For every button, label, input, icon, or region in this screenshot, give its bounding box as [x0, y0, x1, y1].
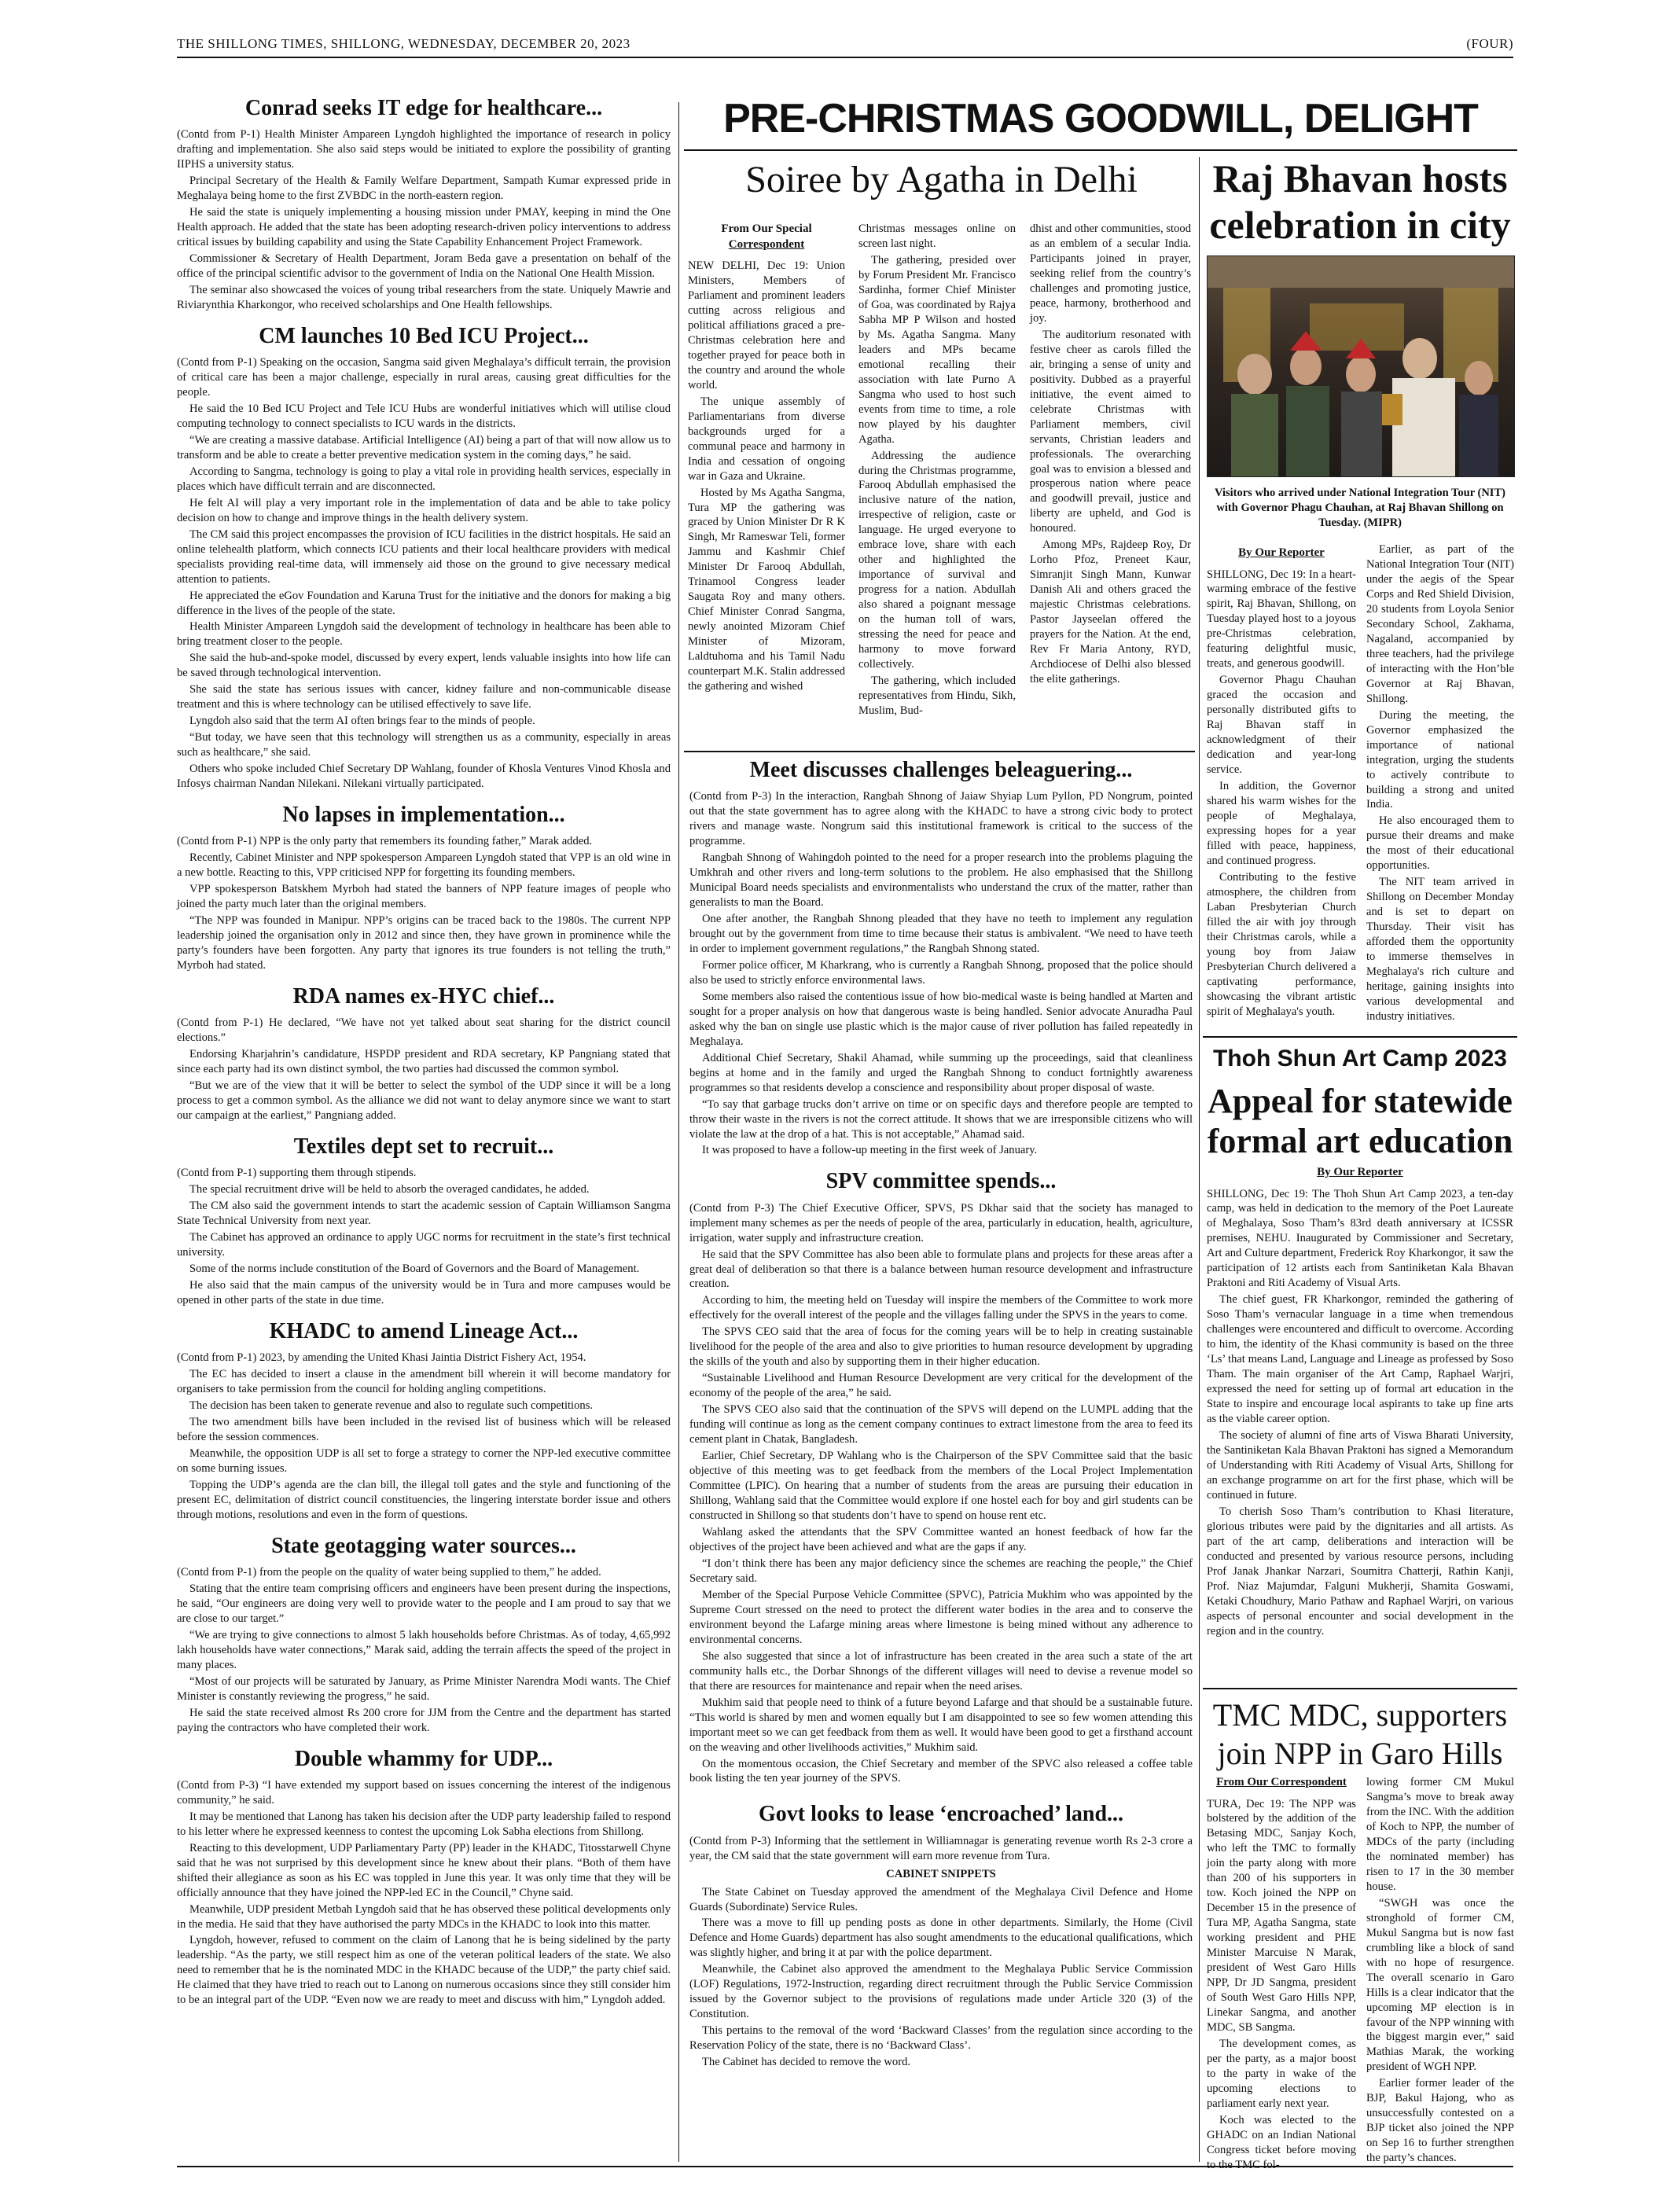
paragraph: One after another, the Rangbah Shnong pleaded that they have no teeth to implement any regulation brought out by the government from time to time because their status is ambivalent. “We need to have teeth in order to implement government regulations,” the Rangbah Shnong stated.: [689, 912, 1193, 955]
rajbhavan-headline-line-2: celebration in city: [1209, 203, 1511, 247]
paragraph: The State Cabinet on Tuesday approved the amendment of the Meghalaya Civil Defence and Home Guards (Subordinate) Service Rules.: [689, 1885, 1193, 1913]
paragraph: Others who spoke included Chief Secretary DP Wahlang, founder of Khosla Ventures Vinod Khosla and Infosys chairman Nandan Nilekani. Nilekani virtually participated.: [177, 763, 671, 791]
paragraph: Contributing to the festive atmosphere, the children from Laban Presbyterian Church filled the air with joy through their Christmas carols, while a young boy from Jaiaw Presbyterian Church delivered a captivating performance, showcasing the vibrant artistic spirit of Meghalaya's youth.: [1207, 870, 1356, 1018]
paragraph: He said the state received almost Rs 200 crore for JJM from the Centre and the department has started paying the contractors who have completed their work.: [177, 1706, 671, 1734]
rajbhavan-bottom-rule: [1203, 1036, 1517, 1038]
paragraph: “We are trying to give connections to almost 5 lakh households before Christmas. As of today, 4,65,992 lakh households have water connections,” Marak said, adding the terrain affects the speed of the project in many places.: [177, 1628, 671, 1671]
headline-no-lapses: No lapses in implementation...: [282, 803, 565, 828]
paragraph: (Contd from P-1) from the people on the quality of water being supplied to them,” he added.: [177, 1565, 601, 1579]
masthead-dateline: THE SHILLONG TIMES, SHILLONG, WEDNESDAY, DECEMBER 20, 2023: [177, 36, 630, 51]
paragraph: SHILLONG, Dec 19: The Thoh Shun Art Camp 2023, a ten-day camp, was held in dedication to the memory of the Poet Laureate of Meghalaya, Soso Tham’s 83rd death anniversary at ICSSR premises, NEHU. Inaugurated by Commissioner and Secretary, Art and Culture department, Frederick Roy Kharkongor, it saw the participation of 12 artists each from Santiniketan Kala Bhavan Praktoni and Riti Academy of Visual Arts.: [1207, 1187, 1513, 1290]
paragraph: Stating that the entire team comprising officers and engineers have been present during the inspections, he said, “Our engineers are doing very well to provide water to the people and I am proud to say that we are close to our target.”: [177, 1582, 671, 1625]
page-masthead: [177, 31, 1513, 55]
paragraph: The gathering, which included representatives from Hindu, Sikh, Muslim, Bud-: [858, 674, 1016, 717]
paragraph: He also encouraged them to pursue their dreams and make the most of their educational opportunities.: [1366, 814, 1514, 873]
paragraph: The SPVS CEO said that the area of focus for the coming years will be to help in creating sustainable livelihood for the people of the area and also to give priorities to human resource development by upgrading the skills of the youth and also by supporting them in their higher education.: [689, 1325, 1193, 1369]
paragraph: Earlier, Chief Secretary, DP Wahlang who is the Chairperson of the SPV Committee said that the basic objective of this meeting was to get feedback from the members of the Local Project Implementation Committee (LPIC). On hearing that a number of students from the areas are pursuing their education in Shillong, Wahlang said that the Committee would explore if one hostel each for boy and girl students can be constructed in Shillong so that students don’t have to spend on house rent etc.: [689, 1450, 1193, 1522]
paragraph: He appreciated the eGov Foundation and Karuna Trust for the initiative and the donors for making a big difference in the lives of the people of the state.: [177, 589, 671, 617]
paragraph: Hosted by Ms Agatha Sangma, Tura MP the gathering was graced by Union Minister Dr R K Singh, Mr Rameswar Teli, former Jammu and Kashmir Chief Minister Dr Farooq Abdullah, Trinamool Congress leader Saugata Roy and many others. Chief Minister Conrad Sangma, newly anointed Mizoram Chief Minister of Mizoram, Laldtuhoma and his Tamil Nadu counterpart M.K. Stalin addressed the gathering and wished: [688, 486, 845, 693]
paragraph: He said that the SPV Committee has also been able to formulate plans and projects for these areas after a great deal of deliberation so that there is a balance between human resource development and infrastructure creation.: [689, 1248, 1193, 1291]
paragraph: Christmas messages online on screen last night.: [858, 222, 1016, 250]
paragraph: To cherish Soso Tham’s contribution to Khasi literature, glorious tributes were paid by the dignitaries and all artists. As part of the art camp, deliberations and interaction will be conducted and presented by various resource persons, including Prof Janak Jhankar Narzari, Soumitra Chatterji, Rathin Kanji, Prof. Niaz Majumdar, Falguni Mukherji, Shamita Goswami, Ketaki Choudhury, Mario Pathaw and Raphael Warjri, on various aspects of personal encounter and social development in the region and in the country.: [1207, 1505, 1513, 1637]
headline-udp: Double whammy for UDP...: [294, 1746, 553, 1771]
paragraph: The unique assembly of Parliamentarians from diverse backgrounds urged for a communal peace and harmony in India and cessation of ongoing war in Gaza and Ukraine.: [688, 395, 845, 483]
tmc-byline: From Our Correspondent: [1216, 1776, 1347, 1788]
paragraph: (Contd from P-1) NPP is the only party that remembers its founding father,” Marak added.: [177, 835, 593, 848]
paragraph: The development comes, as per the party, as a major boost to the party in wake of the upcoming elections to parliament early next year.: [1207, 2038, 1356, 2110]
thoh-kicker: Thoh Shun Art Camp 2023: [1213, 1046, 1507, 1071]
paragraph: Some members also raised the contentious issue of how bio-medical waste is being handled at Marten and sought for a proper analysis on how that dangerous waste is being handled. Senior advocate Anuradha Paul asked why the ban on single use plastic which is the major cause of river pollution has failed repeatedly in Meghalaya.: [689, 990, 1193, 1048]
rajbhavan-photo-image: [1208, 256, 1514, 476]
paragraph: NEW DELHI, Dec 19: Union Ministers, Members of Parliament and prominent leaders cutting across religious and political affiliations graced a pre-Christmas celebration here and together prayed for peace both in the country and around the whole world.: [688, 259, 845, 391]
paragraph: Lyngdoh also said that the term AI often brings fear to the minds of people.: [189, 715, 535, 728]
paragraph: Reacting to this development, UDP Parliamentary Party (PP) leader in the KHADC, Titosstarwell Chyne said that he was not surprised by this development since he knew about their plans. “Both of them have shifted their allegiance as soon as his EC was toppled in June this year. It was only time that they will be officially announce that they have joined the NPP-led EC in the Council,” Chyne said.: [177, 1841, 671, 1899]
column-rule-right: [1199, 157, 1200, 2162]
thoh-bottom-rule: [1203, 1688, 1517, 1689]
paragraph: Member of the Special Purpose Vehicle Committee (SPVC), Patricia Mukhim who was appointed by the Supreme Court stressed on the need to protect the different water bodies in the area and to conserve the environment beyond the Lafarge mining areas where limestone is being mined without any adherence to environmental concerns.: [689, 1588, 1193, 1646]
paragraph: (Contd from P-3) The Chief Executive Officer, SPVS, PS Dkhar said that the society has managed to implement many schemes as per the needs of people of the area, particularly in education, health, agriculture, irrigation, water supply and infrastructure creation.: [689, 1201, 1193, 1244]
thoh-headline-line-1: Appeal for statewide: [1208, 1082, 1513, 1120]
paragraph: Meanwhile, UDP president Metbah Lyngdoh said that he has observed these political developments only in the media. He said that they have authorised the party MDCs in the KHADC to look into this matter.: [177, 1902, 671, 1931]
paragraph: (Contd from P-1) 2023, by amending the United Khasi Jaintia District Fishery Act, 1954.: [177, 1351, 586, 1365]
soiree-headline: Soiree by Agatha in Delhi: [745, 159, 1138, 200]
paragraph: Mukhim said that people need to think of a future beyond Lafarge and that should be a sustainable future. “This world is shared by men and women equally but I am disappointed to see so few women attending this important meet so we can get feedback from them as well. It would have been good to get a firsthand account on the weaving and other livelihoods activities,” Mukhim said.: [689, 1696, 1193, 1754]
cabinet-snippets-subhead: CABINET SNIPPETS: [886, 1867, 996, 1880]
headline-cm-icu: CM launches 10 Bed ICU Project...: [259, 323, 589, 348]
paragraph: “I don’t think there has been any major deficiency since the schemes are reaching the people,” the Chief Secretary said.: [689, 1557, 1193, 1585]
tmc-col-2: [1366, 1775, 1514, 2164]
paragraph: dhist and other communities, stood as an emblem of a secular India. Participants joined in prayer, seeking relief from the country’s challenges and promoting justice, peace, harmony, brotherhood and joy.: [1030, 222, 1191, 325]
paragraph: Former police officer, M Kharkrang, who is currently a Rangbah Shnong, proposed that the police should also be used to strictly enforce environmental laws.: [689, 958, 1193, 987]
paragraph: He also said that the main campus of the university would be in Tura and more campuses would be opened in other parts of the state in due time.: [177, 1278, 671, 1307]
paragraph: The EC has decided to insert a clause in the amendment bill wherein it will become mandatory for organisers to take permission from the council for holding angling competitions.: [177, 1368, 671, 1396]
paragraph: The seminar also showcased the voices of young tribal researchers from the state. Uniquely Mawrie and Riviarynthia Kharkongor, who received scholarships and One Health fellowships.: [177, 283, 671, 311]
headline-spv: SPV committee spends...: [825, 1169, 1057, 1194]
paragraph: SHILLONG, Dec 19: In a heart-warming embrace of the festive spirit, Raj Bhavan, Shillong, on Tuesday played host to a joyous pre-Christmas celebration, featuring delightful music, treats, and generous goodwill.: [1207, 568, 1356, 671]
center-stories: [689, 756, 1193, 2163]
paragraph: “To say that garbage trucks don’t arrive on time or on specific days and therefore people are tempted to throw their waste in the rivers is not the correct attitude. It shows that we are irresponsible citizens who will violate the law at the drop of a hat. This is not acceptable,” Ahamad said.: [689, 1097, 1193, 1141]
paragraph: On the momentous occasion, the Chief Secretary and member of the SPVC also released a coffee table book listing the ten year journey of the SPVS.: [689, 1757, 1193, 1785]
left-column: [177, 93, 671, 2164]
top-rule: [177, 57, 1513, 58]
paragraph: “But we are of the view that it will be better to select the symbol of the UDP since it will be a long process to get a common symbol. As the alliance we did not want to delay anymore since we want to start our campaign at the earliest,” Pangniang added.: [177, 1079, 671, 1123]
paragraph: She said the hub-and-spoke model, discussed by every expert, lends valuable insights into how life can be saved through technological intervention.: [177, 652, 671, 680]
headline-govt-lease: Govt looks to lease ‘encroached’ land...: [758, 1802, 1124, 1827]
paragraph: The Cabinet has decided to remove the word.: [702, 2056, 911, 2069]
paragraph: Governor Phagu Chauhan graced the occasion and personally distributed gifts to Raj Bhavan staff in acknowledgment of their dedication and year-long service.: [1207, 674, 1356, 777]
paragraph: “SWGH was once the stronghold of former CM, Mukul Sangma but is now fast crumbling like a block of sand with no hope of resurgence. The overall scenario in Garo Hills is a clear indicator that the upcoming MP election is in favour of the NPP winning with the biggest margin ever,” said Mathias Marak, the working president of WGH NPP.: [1366, 1896, 1514, 2074]
paragraph: (Contd from P-1) Health Minister Ampareen Lyngdoh highlighted the importance of research in policy drafting and implementation. She also said steps would be initiated to explore the possibility of granting IIPHS a university status.: [177, 128, 671, 171]
soiree-byline-2: Correspondent: [728, 237, 805, 251]
paragraph: “Sustainable Livelihood and Human Resource Development are very critical for the development of the economy of the people of the area,” he said.: [689, 1372, 1193, 1400]
paragraph: Lyngdoh, however, refused to comment on the claim of Lanong that he is being sidelined by the party leadership. “As the party, we still respect him as one of the veteran political leaders of the state. We also need to remember that he is the nominated MDC in the KHADC because of the UDP,” the party chief said. He claimed that they have tried to reach out to Lanong on numerous occasions since they still consider him to be an integral part of the UDP. “Even now we are ready to meet and discuss with him,” Lyngdoh added.: [177, 1934, 671, 2007]
paragraph: (Contd from P-3) Informing that the settlement in Williamnagar is generating revenue worth Rs 2-3 crore a year, the CM said that the state government will earn more revenue from Tura.: [689, 1834, 1193, 1862]
paragraph: Earlier, as part of the National Integration Tour (NIT) under the aegis of the Spear Corps and Red Shield Division, 20 students from Loyola Senior Secondary School, Zakhama, Nagaland, accompanied by three teachers, had the privilege of interacting with the Hon’ble Governor at Raj Bhavan, Shillong.: [1366, 543, 1514, 705]
column-rule-left: [678, 102, 679, 2162]
paragraph: He said the 10 Bed ICU Project and Tele ICU Hubs are wonderful initiatives which will utilise cloud computing technology to connect specialists to ICU wards in the districts.: [177, 402, 671, 430]
rajbhavan-col-2: [1366, 542, 1514, 1053]
soiree-bottom-rule: [684, 751, 1195, 752]
paragraph: (Contd from P-3) “I have extended my support based on issues concerning the interest of the indigenous community,” he said.: [177, 1778, 671, 1807]
paragraph: VPP spokesperson Batskhem Myrboh had stated the banners of NPP feature images of people who joined the party much later than the original members.: [177, 883, 671, 911]
paragraph: Meanwhile, the Cabinet also approved the amendment to the Meghalaya Public Service Commission (LOF) Regulations, 1972-Instruction, regarding direct recruitment through the Public Service Commission issued by the Governor subject to the provisions of regulations made under Article 320 (3) of the Constitution.: [689, 1963, 1193, 2021]
paragraph: Among MPs, Rajdeep Roy, Dr Lorho Pfoz, Preneet Kaur, Simranjit Singh Mann, Kunwar Danish Ali and others graced the majestic Christmas celebrations. Pastor Jayseelan offered the prayers for the Nation. At the end, Rev Fr Maria Antony, RYD, Archdiocese of Delhi also blessed the elite gatherings.: [1030, 538, 1191, 686]
paragraph: The CM said this project encompasses the provision of ICU facilities in the district hospitals. He said an online telehealth platform, which connects ICU patients and their local healthcare providers with medical specialists providing real-time data, will immensely aid those on the ground to give necessary medical attention to patients.: [177, 527, 671, 586]
paragraph: He said the state is uniquely implementing a housing mission under PMAY, keeping in mind the One Health approach. He added that the state has been adopting research-driven policy interventions to address critical issues by building capability and using the State Capability Enhancement Project Framework.: [177, 206, 671, 248]
paragraph: Koch was elected to the GHADC on an Indian National Congress ticket before moving to the TMC fol-: [1207, 2113, 1356, 2171]
headline-meet: Meet discusses challenges beleaguering...: [749, 758, 1133, 782]
rajbhavan-headline-line-1: Raj Bhavan hosts: [1212, 156, 1508, 200]
thoh-byline: By Our Reporter: [1317, 1166, 1403, 1178]
paragraph: The society of alumni of fine arts of Viswa Bharati University, the Santiniketan Kala Bhavan Praktoni has signed a Memorandum of Understanding with Riti Academy of Visual Arts, Shillong for an exchange programme on art for the first phase, which will be continued in future.: [1207, 1429, 1513, 1501]
thoh-headline-line-2: formal art education: [1207, 1122, 1513, 1161]
paragraph: (Contd from P-1) supporting them through stipends.: [177, 1167, 417, 1180]
tmc-col-1: [1207, 1775, 1356, 2171]
paragraph: Topping the UDP’s agenda are the clan bill, the illegal toll gates and the style and functioning of the present EC, delimitation of district council constituencies, the lingering interstate border issue and others through motions, resolutions and even in the form of questions.: [177, 1478, 671, 1521]
paragraph: According to Sangma, technology is going to play a vital role in providing health services, especially in places which have difficult terrain and are disconnected.: [177, 465, 671, 493]
paragraph: The special recruitment drive will be held to absorb the overaged candidates, he added.: [189, 1183, 590, 1196]
paragraph: Health Minister Ampareen Lyngdoh said the development of technology in healthcare has been able to bring treatment closer to the people.: [177, 620, 671, 649]
paragraph: The auditorium resonated with festive cheer as carols filled the air, bringing a sense of unity and positivity. Dubbed as a prayerful initiative, the event aimed to celebrate Christmas with Parliament members, civil servants, Christian leaders and professionals. The overarching goal was to envision a blessed and prosperous nation where peace and goodwill prevail, justice and liberty are upheld, and God is honoured.: [1030, 328, 1191, 535]
rajbhavan-photo-caption: Visitors who arrived under National Integration Tour (NIT) with Governor Phagu Chauhan, at Raj Bhavan Shillong on Tuesday. (MIPR): [1215, 487, 1505, 529]
headline-conrad: Conrad seeks IT edge for healthcare...: [244, 96, 603, 120]
paragraph: “The NPP was founded in Manipur. NPP’s origins can be traced back to the 1980s. The current NPP leadership joined the organisation only in 2012 and since then, they have grown in prominence while the party’s founders have been forgotten. Any party that ignores its true founders is not telling the truth,” Myrboh had stated.: [177, 914, 671, 972]
paragraph: (Contd from P-3) In the interaction, Rangbah Shnong of Jaiaw Shyiap Lum Pyllon, PD Nongrum, pointed out that the state government has to agree along with the KHADC to have a strong civic body to protect rivers and manage waste. Nongrum said this institutional framework is critical to the success of the programme.: [689, 790, 1193, 848]
tmc-headline-line-1: TMC MDC, supporters: [1212, 1697, 1508, 1733]
paragraph: The SPVS CEO also said that the continuation of the SPVS will depend on the LUMPL adding that the funding will continue as long as the cement company continues to extract limestone from the area to feed its cement plant in Chatak, Bangladesh.: [689, 1403, 1193, 1446]
paragraph: The gathering, presided over by Forum President Mr. Francisco Sardinha, former Chief Minister of Goa, was coordinated by Rajya Sabha MP P Wilson and hosted by Ms. Agatha Sangma. Many leaders and MPs became emotional recalling their association with late Purno A Sangma who used to host such events from time to time, a role now played by his daughter Agatha.: [858, 253, 1016, 446]
paragraph: In addition, the Governor shared his warm wishes for the people of Meghalaya, expressing hopes for a year filled with peace, happiness, and continued progress.: [1207, 780, 1356, 867]
banner-rule: [684, 149, 1517, 151]
rajbhavan-byline: By Our Reporter: [1238, 546, 1325, 559]
paragraph: Some of the norms include constitution of the Board of Governors and the Board of Management.: [189, 1263, 640, 1275]
paragraph: Meanwhile, the opposition UDP is all set to forge a strategy to corner the NPP-led executive committee on some burning issues.: [177, 1446, 671, 1475]
headline-geotagging: State geotagging water sources...: [271, 1533, 576, 1558]
paragraph: The chief guest, FR Kharkongor, reminded the gathering of Soso Tham’s vernacular language in a time when tremendous challenges were encountered and difficult to overcome. According to him, the identity of the Khasi community is based on the three ‘Ls’ that means Land, Language and Lineage as professed by Soso Tham. The main organiser of the Art Camp, Raphael Warjri, expressed the need for setting up of formal art education in the State to inspire and encourage local aspirants to take up fine arts as the viable career option.: [1207, 1293, 1513, 1426]
tmc-headline-line-2: join NPP in Garo Hills: [1217, 1735, 1503, 1771]
rajbhavan-headline: [1203, 156, 1517, 248]
paragraph: Earlier former leader of the BJP, Bakul Hajong, who as unsuccessfully contested on a BJP ticket also joined the NPP on Sep 16 to further strengthen the party’s chances.: [1366, 2077, 1514, 2165]
paragraph: TURA, Dec 19: The NPP was bolstered by the addition of the Betasing MDC, Sanjay Koch, who left the TMC to formally join the party along with more than 200 of his supporters in tow. Koch joined the NPP on December 15 in the presence of Tura MP, Agatha Sangma, state working president and PHE Minister Marcuise N Marak, president of West Garo Hills NPP, Dr JD Sangma, president of South West Garo Hills NPP, Linekar Sangma, and another MDC, SB Sangma.: [1207, 1797, 1356, 2034]
soiree-col-3: [1030, 222, 1191, 741]
paragraph: She said the state has serious issues with cancer, kidney failure and non-communicable disease treatment and this is where technology can be utilised effectively to save life.: [177, 683, 671, 711]
headline-khadc: KHADC to amend Lineage Act...: [269, 1318, 579, 1343]
paragraph: “We are creating a massive database. Artificial Intelligence (AI) being a part of that will now allow us to transform and be able to create a better preventive medication system in the coming days,” he said.: [177, 433, 671, 461]
paragraph: (Contd from P-1) Speaking on the occasion, Sangma said given Meghalaya’s difficult terrain, the provision of critical care has been a major challenge, especially in rural areas, causing great difficulties for the people.: [177, 356, 671, 399]
paragraph: She also suggested that since a lot of infrastructure has been created in the area such a state of the art community halls etc., the Dorbar Shnongs of the different villages will need to devise a revenue model so that there are resources for maintenance and repair when the need arises.: [689, 1649, 1193, 1693]
paragraph: He felt AI will play a very important role in the implementation of data and be able to take policy decision on how to change and improve things in the health delivery system.: [177, 496, 671, 524]
paragraph: lowing former CM Mukul Sangma’s move to break away from the INC. With the addition of Koch to NPP, the number of MDCs of the party (including the nominated member) has risen to 17 in the 30 member house.: [1366, 1776, 1514, 1893]
rajbhavan-photo: [1207, 255, 1515, 477]
page-number: (FOUR): [1466, 36, 1513, 51]
banner-headline: PRE-CHRISTMAS GOODWILL, DELIGHT: [723, 96, 1478, 142]
paragraph: It may be mentioned that Lanong has taken his decision after the UDP party leadership failed to respond to his letter where he expressed keenness to contest the upcoming Lok Sabha elections from Shillong.: [177, 1810, 671, 1838]
paragraph: According to him, the meeting held on Tuesday will inspire the members of the Committee to work more effectively for the overall interest of the people and the villages falling under the SPVS in the years to come.: [689, 1294, 1193, 1322]
headline-rda: RDA names ex-HYC chief...: [292, 984, 555, 1009]
paragraph: Principal Secretary of the Health & Family Welfare Department, Sampath Kumar expressed pride in Meghalaya being home to the first ZVBDC in the north-eastern region.: [177, 175, 671, 203]
thoh-body: [1207, 1165, 1513, 1680]
thoh-headline: [1203, 1081, 1517, 1162]
paragraph: Addressing the audience during the Christmas programme, Farooq Abdullah emphasised the inclusive nature of the nation, irrespective of religion, caste or language. He urged everyone to embrace love, share with each other and highlighted the importance of survival and progress for a nation. Abdullah also shared a poignant message on the human toll of wars, stressing the need for peace and harmony to move forward collectively.: [858, 449, 1016, 671]
paragraph: The NIT team arrived in Shillong on December Monday and is set to depart on Thursday. Their visit has afforded them the opportunity to immerse themselves in Meghalaya's rich culture and heritage, gaining insights into various developmental and industry initiatives.: [1366, 876, 1514, 1024]
paragraph: Additional Chief Secretary, Shakil Ahamad, while summing up the proceedings, said that cleanliness begins at home and in the family and urged the Rangbah Shnong to conduct fortnightly awareness programmes so that residents develop a conscience and responsibility about proper disposal of waste.: [689, 1051, 1193, 1094]
paragraph: Recently, Cabinet Minister and NPP spokesperson Ampareen Lyngdoh stated that VPP is an old wine in a new bottle. Reacting to this, VPP criticised NPP for forgetting its founding members.: [177, 851, 671, 880]
paragraph: “Most of our projects will be saturated by January, as Prime Minister Narendra Modi wants. The Chief Minister is constantly reviewing the progress,” he said.: [177, 1674, 671, 1703]
tmc-headline: [1203, 1696, 1517, 1773]
paragraph: (Contd from P-1) He declared, “We have not yet talked about seat sharing for the district council elections.”: [177, 1016, 671, 1045]
paragraph: The two amendment bills have been included in the revised list of business which will be released before the session commences.: [177, 1415, 671, 1443]
paragraph: This pertains to the removal of the word ‘Backward Classes’ from the regulation since according to the Reservation Policy of the state, there is no ‘Backward Class’.: [689, 2024, 1193, 2053]
paragraph: The decision has been taken to generate revenue and also to regulate such competitions.: [189, 1399, 594, 1412]
paragraph: Rangbah Shnong of Wahingdoh pointed to the need for a proper research into the problems plaguing the Umkhrah and other rivers and long-term solutions to the problem. He also emphasised that the Shillong Municipal Board needs specialists and environmentalists who understand the crux of the matter, rather than generalists to man the Board.: [689, 851, 1193, 909]
paragraph: Commissioner & Secretary of Health Department, Joram Beda gave a presentation on behalf of the office of the principal scientific advisor to the government of India on the National One Health Mission.: [177, 252, 671, 280]
paragraph: During the meeting, the Governor emphasized the importance of national integration, urging the students to actively contribute to building a strong and united India.: [1366, 708, 1514, 811]
paragraph: Wahlang asked the attendants that the SPV Committee wanted an honest feedback of how far the objectives of the project have been achieved and what are the gaps if any.: [689, 1525, 1193, 1553]
headline-textiles: Textiles dept set to recruit...: [293, 1134, 554, 1159]
paragraph: Endorsing Kharjahrin’s candidature, HSPDP president and RDA secretary, KP Pangniang stated that since each party had its own distinct symbol, the two parties had discussed the common symbol.: [177, 1048, 671, 1076]
soiree-byline-1: From Our Special: [721, 222, 812, 235]
paragraph: The CM also said the government intends to start the academic session of Captain Williamson Sangma State Technical University from next year.: [177, 1200, 671, 1228]
paragraph: There was a move to fill up pending posts as done in other departments. Similarly, the Home (Civil Defence and Home Guards) department has also sought amendments to the educational qualifications, which was slightly higher, and bring it at par with the police department.: [689, 1917, 1193, 1960]
soiree-col-1: [688, 222, 845, 741]
rajbhavan-col-1: [1207, 542, 1356, 1053]
soiree-col-2: [858, 222, 1016, 741]
paragraph: The Cabinet has approved an ordinance to apply UGC norms for recruitment in the state’s first technical university.: [177, 1231, 671, 1259]
paragraph: It was proposed to have a follow-up meeting in the first week of January.: [702, 1144, 1038, 1157]
paragraph: “But today, we have seen that this technology will strengthen us as a community, especially in areas such as healthcare,” she said.: [177, 731, 671, 759]
